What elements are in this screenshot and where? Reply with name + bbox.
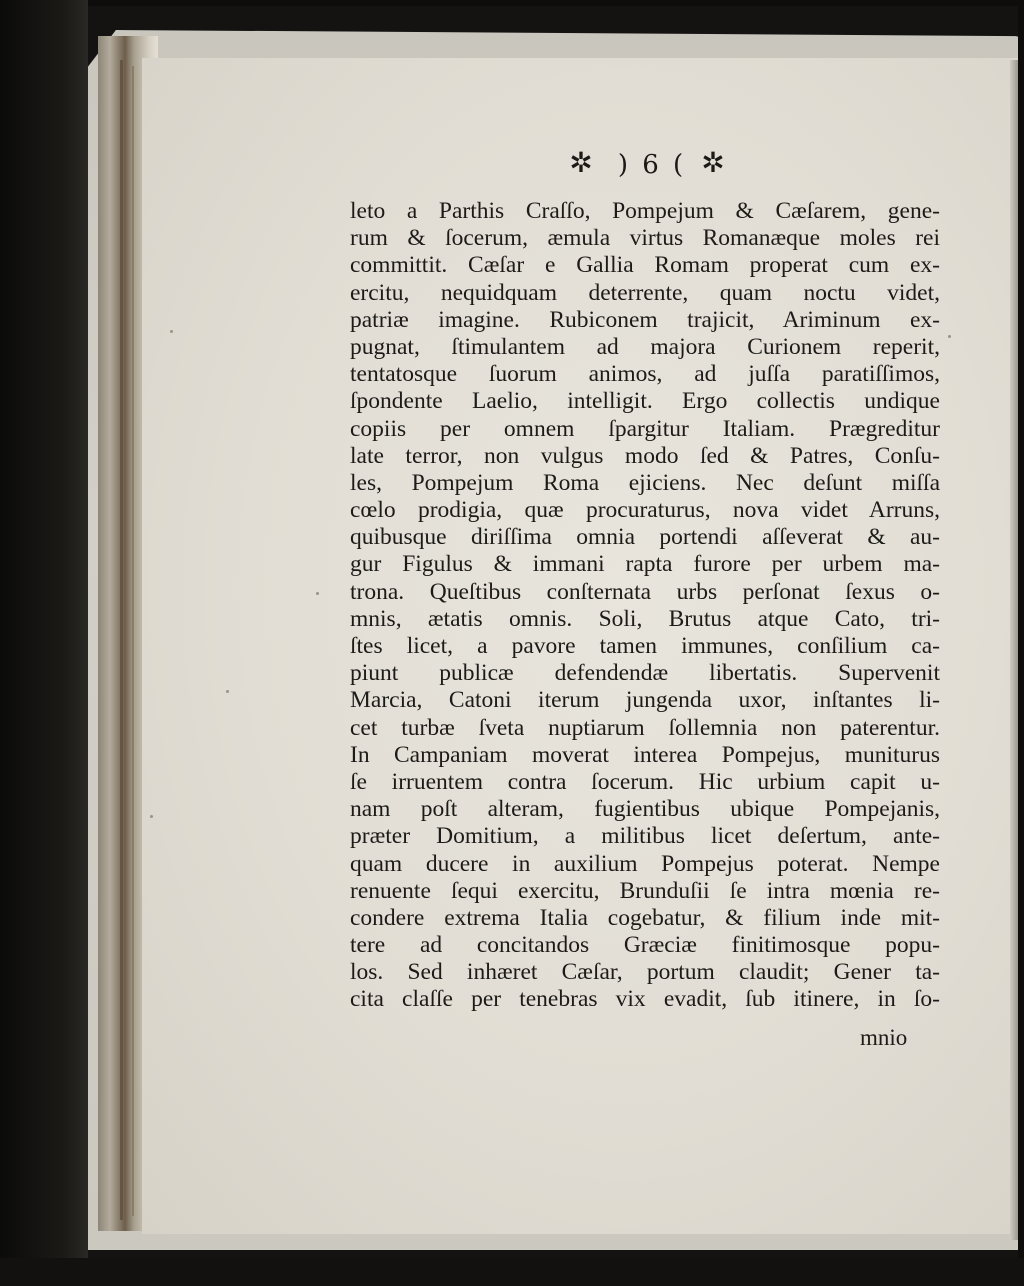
gutter-shadow [120,60,123,1220]
text-line: nam poſt alteram, fugientibus ubique Pompejanis, [350,796,940,823]
body-text [350,198,940,1014]
scan-border-bottom [0,1258,1024,1286]
text-line: ercitu, nequidquam deterrente, quam noctu videt, [350,279,940,306]
catchword: mnio [860,1025,908,1050]
text-line: pugnat, ſtimulantem ad majora Curionem reperit, [350,333,940,360]
scan-border-right [1018,0,1024,1286]
text-line: tentatosque ſuorum animos, ad juſſa paratiſſimos, [350,361,940,388]
paper-speck [316,592,319,595]
text-line: præter Domitium, a militibus licet deſertum, ante- [350,823,940,850]
text-line: In Campaniam moverat interea Pompejus, muniturus [350,741,940,768]
text-line: cœlo prodigia, quæ procuraturus, nova videt Arruns, [350,497,940,524]
paper-speck [948,335,951,338]
text-line: leto a Parthis Craſſo, Pompejum & Cæſarem, gene- [350,198,940,224]
text-line: piunt publicæ defendendæ libertatis. Supervenit [350,660,940,687]
text-line: los. Sed inhæret Cæſar, portum claudit; Gener ta- [350,959,940,986]
text-line: rum & ſocerum, æmula virtus Romanæque moles rei [350,225,940,252]
text-line: les, Pompejum Roma ejiciens. Nec deſunt miſſa [350,469,940,496]
text-line: quibusque diriſſima omnia portendi aſſeverat & au- [350,524,940,551]
text-line: Marcia, Catoni iterum jungenda uxor, inſtantes li- [350,687,940,714]
flower-ornament-icon: ✲ [569,146,593,179]
text-line: copiis per omnem ſpargitur Italiam. Prægreditur [350,415,940,442]
text-line: mnis, ætatis omnis. Soli, Brutus atque Cato, tri- [350,605,940,632]
text-line: trona. Queſtibus conſternata urbs perſonat ſexus o- [350,578,940,605]
paper-speck [226,690,229,693]
text-line: cet turbæ ſveta nuptiarum ſollemnia non paterentur. [350,714,940,741]
gutter-shadow [132,66,134,1216]
page-number: ) 6 ( [617,150,687,180]
text-line: gur Figulus & immani rapta furore per urbem ma- [350,551,940,578]
text-line: quam ducere in auxilium Pompejus poterat. Nempe [350,850,940,877]
text-line: ſtes licet, a pavore tamen immunes, conſilium ca- [350,633,940,659]
text-line: ſpondente Laelio, intelligit. Ergo collectis undique [350,388,940,415]
text-line: patriæ imagine. Rubiconem trajicit, Ariminum ex- [350,306,940,333]
text-line: ſe irruentem contra ſocerum. Hic urbium capit u- [350,768,940,795]
paper-speck [150,815,153,818]
text-line: renuente ſequi exercitu, Brunduſii ſe intra mœnia re- [350,877,940,904]
scan-border-top [0,0,1024,6]
running-header [566,148,746,184]
text-line: condere extrema Italia cogebatur, & filium inde mit- [350,904,940,931]
paper-edge [1010,60,1018,1240]
scan-border-left [0,0,88,1286]
flower-ornament-icon: ✲ [701,146,725,179]
paper-speck [170,330,173,333]
text-line: cita claſſe per tenebras vix evadit, ſub itinere, in ſo- [350,986,940,1013]
text-line: late terror, non vulgus modo ſed & Patres, Conſu- [350,442,940,469]
text-line: tere ad concitandos Græciæ finitimosque popu- [350,932,940,959]
text-line: committit. Cæſar e Gallia Romam properat cum ex- [350,252,940,279]
